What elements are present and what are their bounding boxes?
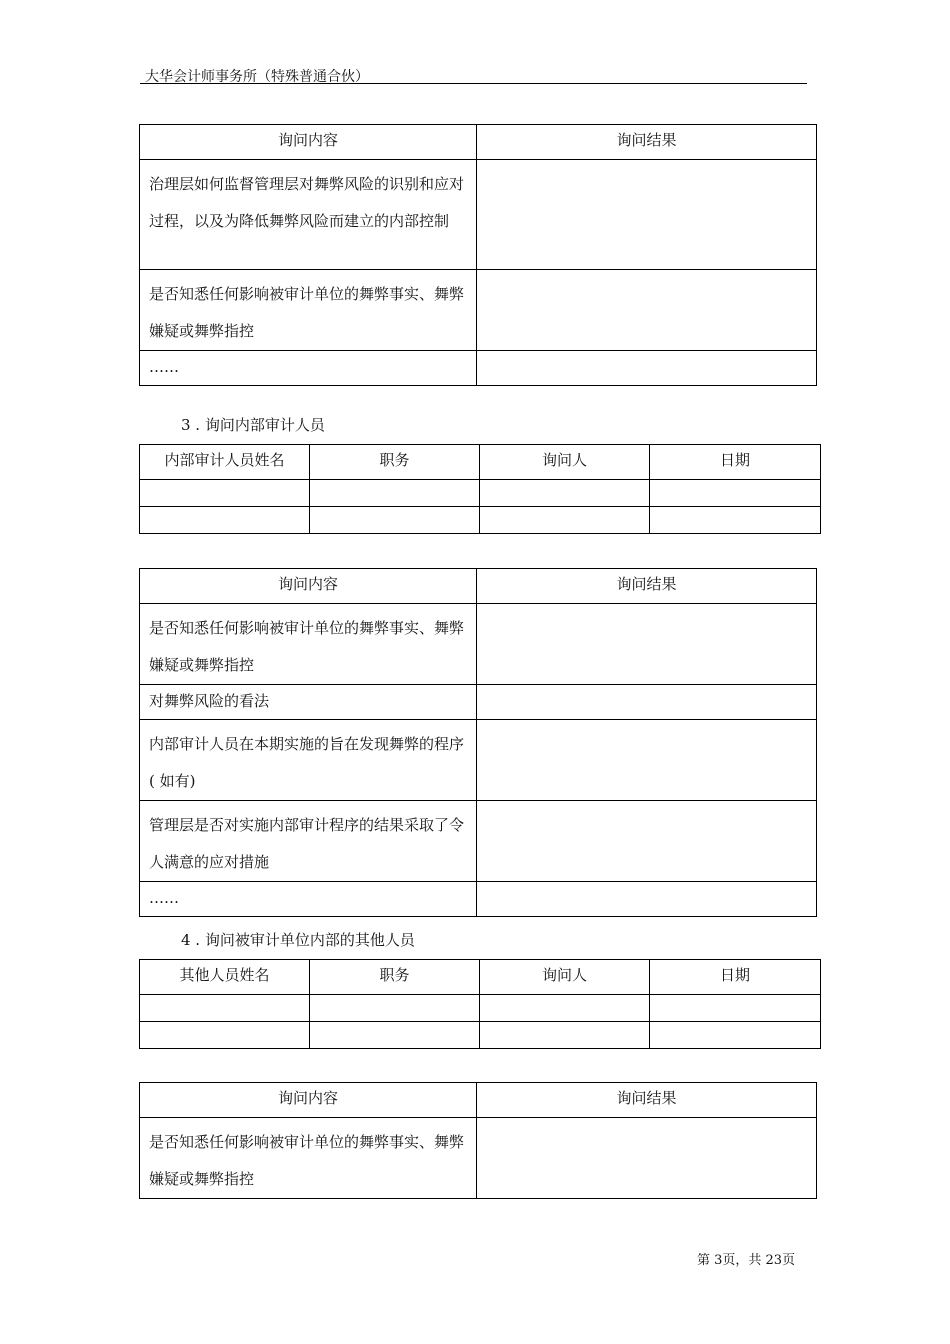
name-cell[interactable] (140, 995, 310, 1022)
header-inquiry-result: 询问结果 (477, 125, 817, 160)
inquirer-cell[interactable] (480, 1022, 650, 1049)
other-people-table (139, 959, 821, 1049)
inquiry-table-internal-audit (139, 568, 817, 917)
header-date: 日期 (650, 445, 821, 480)
inquiry-answer-cell[interactable] (477, 160, 817, 270)
inquiry-question: 是否知悉任何影响被审计单位的舞弊事实、舞弊嫌疑或舞弊指控 (140, 1118, 477, 1199)
inquiry-answer-cell[interactable] (477, 720, 817, 801)
header-inquiry-content: 询问内容 (140, 125, 477, 160)
inquiry-table-governance (139, 124, 817, 386)
section-4-title: 4 . 询问被审计单位内部的其他人员 (181, 931, 415, 949)
name-cell[interactable] (140, 507, 310, 534)
section-3-title: 3 . 询问内部审计人员 (181, 416, 325, 434)
inquiry-question: 管理层是否对实施内部审计程序的结果采取了令人满意的应对措施 (140, 801, 477, 882)
header-inquiry-result: 询问结果 (477, 569, 817, 604)
name-cell[interactable] (140, 480, 310, 507)
date-cell[interactable] (650, 507, 821, 534)
header-date: 日期 (650, 960, 821, 995)
position-cell[interactable] (310, 507, 480, 534)
inquiry-answer-cell[interactable] (477, 882, 817, 917)
inquiry-answer-cell[interactable] (477, 685, 817, 720)
position-cell[interactable] (310, 995, 480, 1022)
name-cell[interactable] (140, 1022, 310, 1049)
inquiry-question: 是否知悉任何影响被审计单位的舞弊事实、舞弊嫌疑或舞弊指控 (140, 604, 477, 685)
inquiry-question: 内部审计人员在本期实施的旨在发现舞弊的程序( 如有) (140, 720, 477, 801)
internal-audit-people-table (139, 444, 821, 534)
inquiry-answer-cell[interactable] (477, 351, 817, 386)
inquiry-question-ellipsis: …… (140, 882, 477, 917)
inquirer-cell[interactable] (480, 480, 650, 507)
inquiry-question: 对舞弊风险的看法 (140, 685, 477, 720)
firm-name: 大华会计师事务所（特殊普通合伙） (145, 69, 369, 85)
inquiry-answer-cell[interactable] (477, 604, 817, 685)
inquiry-answer-cell[interactable] (477, 801, 817, 882)
header-position: 职务 (310, 960, 480, 995)
inquiry-table-other-staff (139, 1082, 817, 1199)
page-number: 第 3页，共 23页 (697, 1253, 796, 1268)
header-inquiry-content: 询问内容 (140, 569, 477, 604)
inquiry-question: 治理层如何监督管理层对舞弊风险的识别和应对过程，以及为降低舞弊风险而建立的内部控制 (140, 160, 477, 270)
header-inquiry-result: 询问结果 (477, 1083, 817, 1118)
inquiry-answer-cell[interactable] (477, 1118, 817, 1199)
position-cell[interactable] (310, 480, 480, 507)
date-cell[interactable] (650, 995, 821, 1022)
position-cell[interactable] (310, 1022, 480, 1049)
header-inquirer: 询问人 (480, 445, 650, 480)
header-position: 职务 (310, 445, 480, 480)
inquiry-answer-cell[interactable] (477, 270, 817, 351)
header-inquirer: 询问人 (480, 960, 650, 995)
date-cell[interactable] (650, 1022, 821, 1049)
header-rule (140, 83, 807, 84)
inquirer-cell[interactable] (480, 507, 650, 534)
header-name: 内部审计人员姓名 (140, 445, 310, 480)
inquiry-question: 是否知悉任何影响被审计单位的舞弊事实、舞弊嫌疑或舞弊指控 (140, 270, 477, 351)
date-cell[interactable] (650, 480, 821, 507)
inquiry-question-ellipsis: …… (140, 351, 477, 386)
inquirer-cell[interactable] (480, 995, 650, 1022)
header-inquiry-content: 询问内容 (140, 1083, 477, 1118)
header-name: 其他人员姓名 (140, 960, 310, 995)
